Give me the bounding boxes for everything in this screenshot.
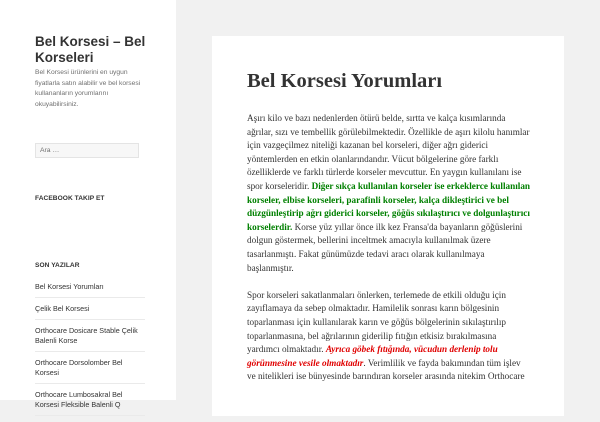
- facebook-widget-title: FACEBOOK TAKIP ET: [35, 195, 105, 202]
- article-card: [212, 36, 564, 416]
- emphasized-text: Ayrıca göbek fıtığında, vücudun derlenip tolu görünmesine vesile olmaktadır: [247, 344, 498, 368]
- recent-post-link[interactable]: Orthocare Lumbosakral Bel Korsesi Fleksible Balenli Q: [35, 390, 145, 416]
- article-title: Bel Korsesi Yorumları: [247, 70, 443, 92]
- recent-post-link[interactable]: Orthocare Dosicare Stable Çelik Balenli Korse: [35, 326, 145, 352]
- article-paragraph: [247, 289, 531, 384]
- paragraph-text: Korse yüz yıllar önce ilk kez Fransa'da bayanların göğüslerini dolgun göstermek, bellerini inceltmek amacıyla kullanılmak üzere tasarlanmıştı. Fakat günümüzde tedavi aracı olarak kullanılmaya başlanmıştır.: [247, 221, 523, 273]
- paragraph-text: Spor korseleri sakatlanmaları önlerken, terlemede de etkili olduğu için zayıflamaya da sebep olmaktadır. Hamilelik sonrası karın bölgesinin toparlanması için kullanılarak karın ve göğüs bölgelerinin sıkılaştırılıp toparlanmasına, bel ağrılarının giderilip fıtığın etkisiz bırakılmasına yardımcı olmaktadır.: [247, 289, 506, 355]
- recent-post-link[interactable]: Orthocare Dorsolomber Bel Korsesi: [35, 358, 145, 384]
- recent-post-link[interactable]: Bel Korsesi Yorumları: [35, 282, 145, 298]
- paragraph-text: . Verimlilik ve fayda bakımından tüm işlev ve nitelikleri ise bünyesinde barındıran korseler arasında nitekim Orthocare: [247, 357, 525, 382]
- site-description: Bel Korsesi ürünlerini en uygun fiyatlarla satın alabilir ve bel korsesi kullananların yorumlarını okuyabilirsiniz.: [35, 69, 141, 108]
- sidebar: [0, 0, 176, 409]
- highlighted-text: Diğer sıkça kullanılan korseler ise erkeklerce kullanılan korseler, elbise korseleri, parafinli korseler, kalça dikleştirici ve bel düzgünleştirip ağrı giderici korseler, göğüs sıkılaştırıcı ve dolgunlaştırıcı korselerdir.: [247, 180, 531, 232]
- search-input[interactable]: Ara …: [35, 143, 139, 158]
- recent-post-link[interactable]: Çelik Bel Korsesi: [35, 304, 145, 320]
- paragraph-text: Aşırı kilo ve bazı nedenlerden ötürü belde, sırtta ve kalça kısımlarında ağrılar, sızı ve tembellik görülebilmektedir. Özellikle de aşırı kilolu hanımlar için vazgeçilmez niteliği kazanan bel korseleri, diğer ağrı giderici yöntemlerden en etkin olanlarındandır. Vücut bölgelerine göre farklı özelliklerde ve farklı türlerde korseler mevcuttur. En yaygın kullanılanı ise spor korseleridir.: [247, 113, 530, 191]
- recent-posts-title: SON YAZILAR: [35, 262, 80, 269]
- site-title[interactable]: Bel Korsesi – Bel Korseleri: [35, 34, 146, 65]
- article-content: [247, 112, 531, 397]
- recent-posts-list: [35, 282, 145, 422]
- article-paragraph: [247, 112, 531, 275]
